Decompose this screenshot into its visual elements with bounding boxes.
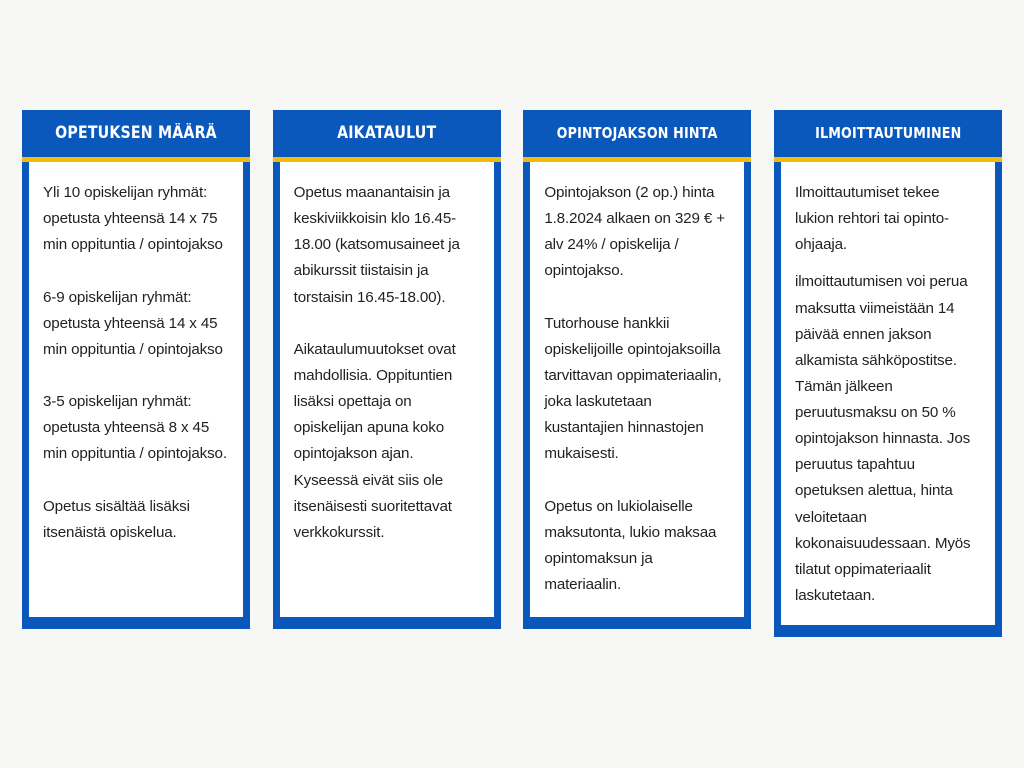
card-paragraph: 6-9 opiskelijan ryhmät: opetusta yhteensä 14 x 45 min oppituntia / opintojakso <box>43 288 223 358</box>
card-body <box>781 162 995 625</box>
card-body <box>530 162 744 617</box>
card-paragraph: ilmoittautumisen voi perua maksutta viimeistään 14 päivää ennen jakson alkamista sähköpostitse. Tämän jälkeen peruutusmaksu on 50 % opintojakson hinnasta. Jos peruutus tapahtuu opetuksen alettua, hinta veloitetaan kokonaisuudessaan. Myös tilatut oppimateriaalit laskutetaan. <box>794 273 971 605</box>
card-ilmoittautuminen <box>774 110 1002 637</box>
card-paragraph: Opintojakson (2 op.) hinta 1.8.2024 alkaen on 329 € + alv 24% / opiskelija / opintojakso. <box>544 184 725 280</box>
card-header <box>523 110 751 157</box>
card-opintojakson-hinta <box>523 110 751 629</box>
card-title: OPINTOJAKSON HINTA <box>556 123 718 142</box>
card-aikataulut <box>273 110 501 629</box>
cards-row <box>22 110 1002 637</box>
card-paragraph: 3-5 opiskelijan ryhmät: opetusta yhteensä 8 x 45 min oppituntia / opintojakso. <box>43 393 227 463</box>
card-paragraph: Opetus maanantaisin ja keskiviikkoisin klo 16.45-18.00 (katsomusaineet ja abikurssit tiistaisin ja torstaisin 16.45-18.00). <box>293 184 460 306</box>
card-body <box>29 162 243 617</box>
card-header <box>22 110 250 157</box>
card-body-wrap <box>22 162 250 617</box>
card-paragraph: Tutorhouse hankkii opiskelijoille opintojaksoilla tarvittavan oppimateriaalin, joka laskutetaan kustantajien hinnastojen mukaisesti. <box>544 314 722 463</box>
card-header <box>774 110 1002 157</box>
card-title: AIKATAULUT <box>337 123 437 143</box>
card-paragraph: Aikataulumuutokset ovat mahdollisia. Oppituntien lisäksi opettaja on opiskelijan apuna koko opintojakson ajan. Kyseessä eivät siis ole itsenäisesti suoritettavat verkkokurssit. <box>293 340 456 541</box>
card-opetuksen-maara <box>22 110 250 629</box>
card-paragraph: Yli 10 opiskelijan ryhmät: opetusta yhteensä 14 x 75 min oppituntia / opintojakso <box>43 184 223 254</box>
card-body <box>280 162 494 617</box>
card-body-wrap <box>774 162 1002 625</box>
card-body-wrap <box>523 162 751 617</box>
card-header <box>273 110 501 157</box>
card-paragraph: Opetus sisältää lisäksi itsenäistä opiskelua. <box>43 497 190 541</box>
card-body-wrap <box>273 162 501 617</box>
card-paragraph: Opetus on lukiolaiselle maksutonta, lukio maksaa opintomaksun ja materiaalin. <box>544 497 717 594</box>
card-title: OPETUKSEN MÄÄRÄ <box>55 123 217 143</box>
card-paragraph: Ilmoittautumiset tekee lukion rehtori tai opinto-ohjaaja. <box>794 184 949 254</box>
card-title: ILMOITTAUTUMINEN <box>814 123 962 142</box>
